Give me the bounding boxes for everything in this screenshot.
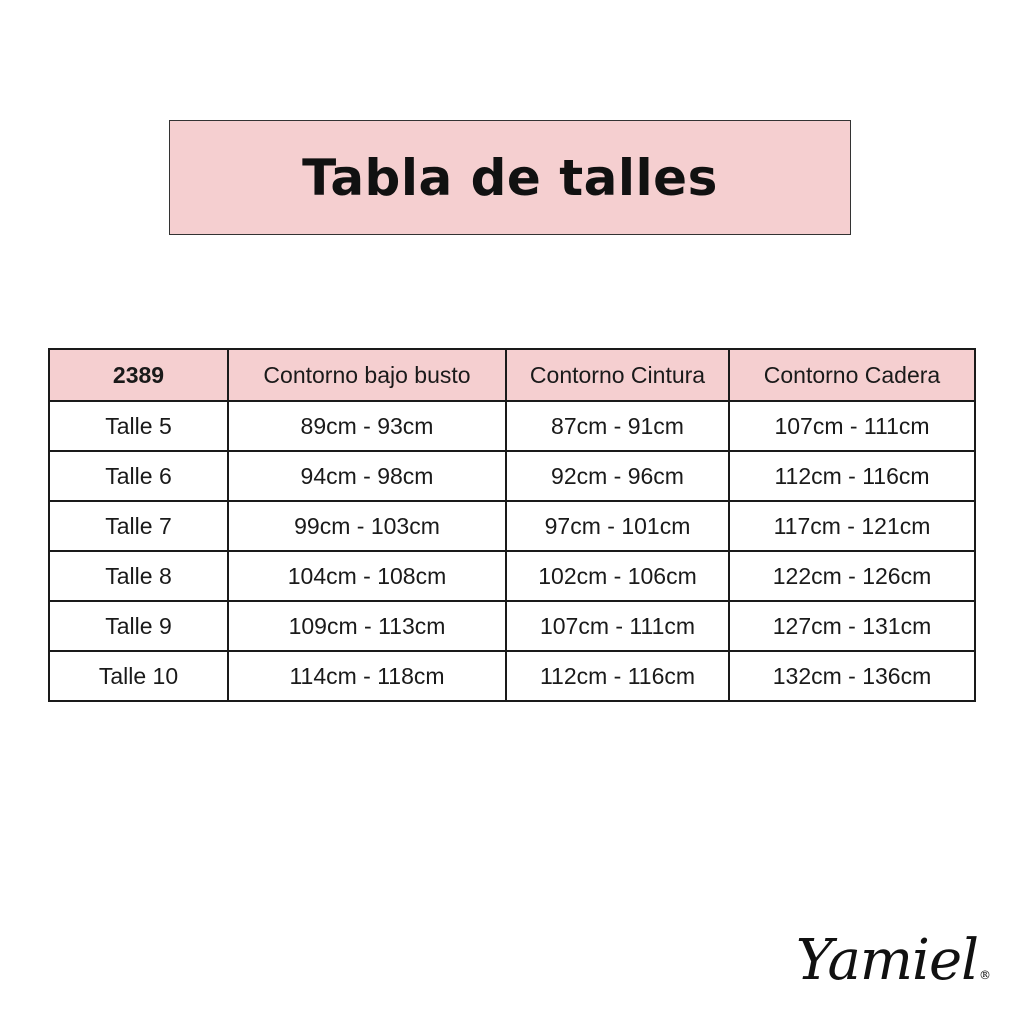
hip-value: 117cm - 121cm xyxy=(729,501,975,551)
waist-value: 97cm - 101cm xyxy=(506,501,729,551)
table-row xyxy=(49,551,975,601)
registered-mark: ® xyxy=(979,968,990,982)
hip-value: 127cm - 131cm xyxy=(729,601,975,651)
size-label: Talle 9 xyxy=(49,601,228,651)
hip-value: 132cm - 136cm xyxy=(729,651,975,701)
table-header-row xyxy=(49,349,975,401)
waist-value: 87cm - 91cm xyxy=(506,401,729,451)
bust-value: 89cm - 93cm xyxy=(228,401,506,451)
waist-value: 92cm - 96cm xyxy=(506,451,729,501)
table-row xyxy=(49,451,975,501)
table-row xyxy=(49,601,975,651)
waist-value: 102cm - 106cm xyxy=(506,551,729,601)
size-label: Talle 8 xyxy=(49,551,228,601)
bust-value: 104cm - 108cm xyxy=(228,551,506,601)
hip-value: 107cm - 111cm xyxy=(729,401,975,451)
bust-value: 99cm - 103cm xyxy=(228,501,506,551)
model-number-header: 2389 xyxy=(49,349,228,401)
bust-value: 109cm - 113cm xyxy=(228,601,506,651)
size-chart-table xyxy=(48,348,976,702)
size-label: Talle 10 xyxy=(49,651,228,701)
waist-value: 112cm - 116cm xyxy=(506,651,729,701)
brand-logo xyxy=(796,928,990,993)
table-row xyxy=(49,401,975,451)
size-label: Talle 6 xyxy=(49,451,228,501)
hip-value: 122cm - 126cm xyxy=(729,551,975,601)
size-label: Talle 5 xyxy=(49,401,228,451)
page-title: Tabla de talles xyxy=(302,148,718,207)
bust-value: 114cm - 118cm xyxy=(228,651,506,701)
hip-value: 112cm - 116cm xyxy=(729,451,975,501)
column-header-waist: Contorno Cintura xyxy=(506,349,729,401)
brand-name: Yamiel xyxy=(795,928,978,993)
waist-value: 107cm - 111cm xyxy=(506,601,729,651)
size-label: Talle 7 xyxy=(49,501,228,551)
column-header-bust: Contorno bajo busto xyxy=(228,349,506,401)
column-header-hip: Contorno Cadera xyxy=(729,349,975,401)
table-row xyxy=(49,651,975,701)
bust-value: 94cm - 98cm xyxy=(228,451,506,501)
table-row xyxy=(49,501,975,551)
title-banner xyxy=(169,120,851,235)
